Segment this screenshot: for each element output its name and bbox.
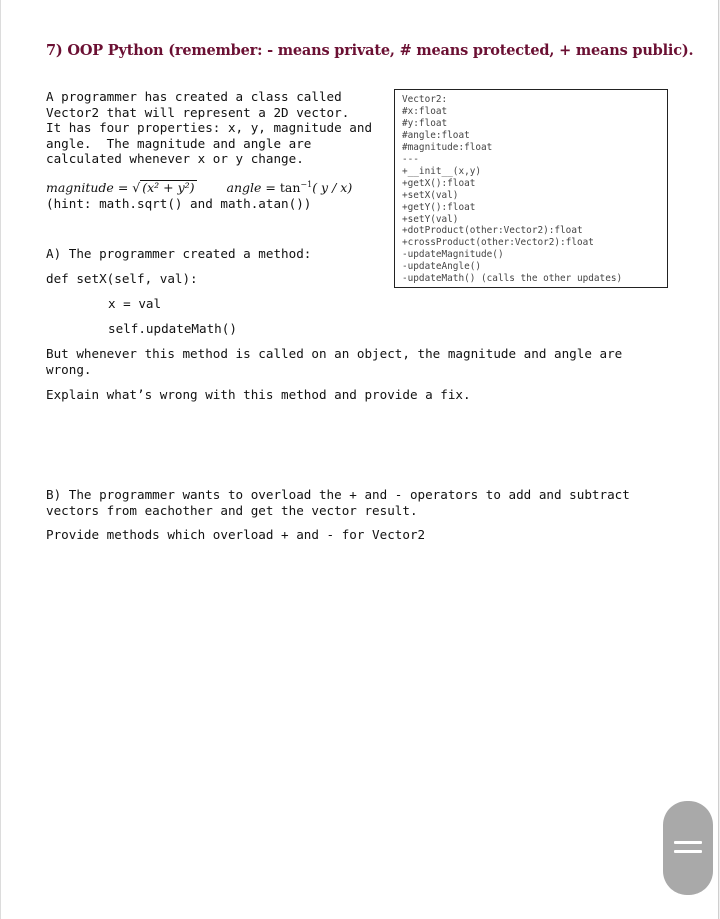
intro-paragraph: A programmer has created a class called Vector2 that will represent a 2D vector. It has four properties: x, y, magnitude and angle. The magnitude and angle are calculated whenever x or y change.	[46, 89, 373, 167]
part-a-intro: A) The programmer created a method:	[46, 246, 312, 261]
code-line-2: self.updateMath()	[108, 321, 237, 336]
angle-exponent: −1	[300, 180, 313, 189]
part-b-intro: B) The programmer wants to overload the + and - operators to add and subtract vectors from eachother and get the vector result.	[46, 487, 630, 518]
code-line-1: x = val	[108, 296, 162, 311]
uml-line: #magnitude:float	[402, 141, 493, 153]
uml-line: +__init__(x,y)	[402, 165, 482, 177]
part-a-task: Explain what’s wrong with this method and provide a fix.	[46, 387, 471, 402]
uml-line: #y:float	[402, 117, 448, 129]
angle-argument: ( y / x)	[312, 180, 353, 196]
grip-line-icon	[674, 841, 702, 844]
magnitude-expression: (x² + y²)	[142, 180, 195, 196]
uml-line: #angle:float	[402, 129, 470, 141]
question-heading: 7) OOP Python (remember: - means private, # means protected, + means public).	[46, 42, 694, 59]
part-a-problem: But whenever this method is called on an object, the magnitude and angle are wrong.	[46, 346, 623, 377]
uml-line: +setX(val)	[402, 189, 459, 201]
uml-line: -updateAngle()	[402, 261, 482, 273]
scroll-handle[interactable]	[663, 801, 713, 895]
uml-line: -updateMath() (calls the other updates)	[402, 273, 623, 285]
uml-line: +crossProduct(other:Vector2):float	[402, 237, 594, 249]
sqrt-sign: √	[132, 180, 141, 196]
formula-line: magnitude = √ (x² + y²) angle = $\tan^{-1}$( y / x)	[46, 180, 353, 196]
code-def-line: def setX(self, val):	[46, 271, 198, 286]
uml-line: +setY(val)	[402, 213, 459, 225]
angle-label: angle	[226, 180, 262, 196]
part-b-task: Provide methods which overload + and - for Vector2	[46, 527, 426, 542]
angle-function: tan	[279, 180, 301, 196]
uml-line: #x:float	[402, 105, 448, 117]
uml-line: -updateMagnitude()	[402, 249, 504, 261]
uml-line: +dotProduct(other:Vector2):float	[402, 225, 583, 237]
uml-line: ---	[402, 153, 419, 165]
grip-line-icon	[674, 850, 702, 853]
uml-line: +getX():float	[402, 177, 476, 189]
uml-line: +getY():float	[402, 201, 476, 213]
magnitude-label: magnitude	[46, 180, 114, 196]
hint-text: (hint: math.sqrt() and math.atan())	[46, 196, 312, 211]
uml-class-diagram	[394, 89, 668, 288]
uml-line: Vector2:	[402, 94, 448, 105]
